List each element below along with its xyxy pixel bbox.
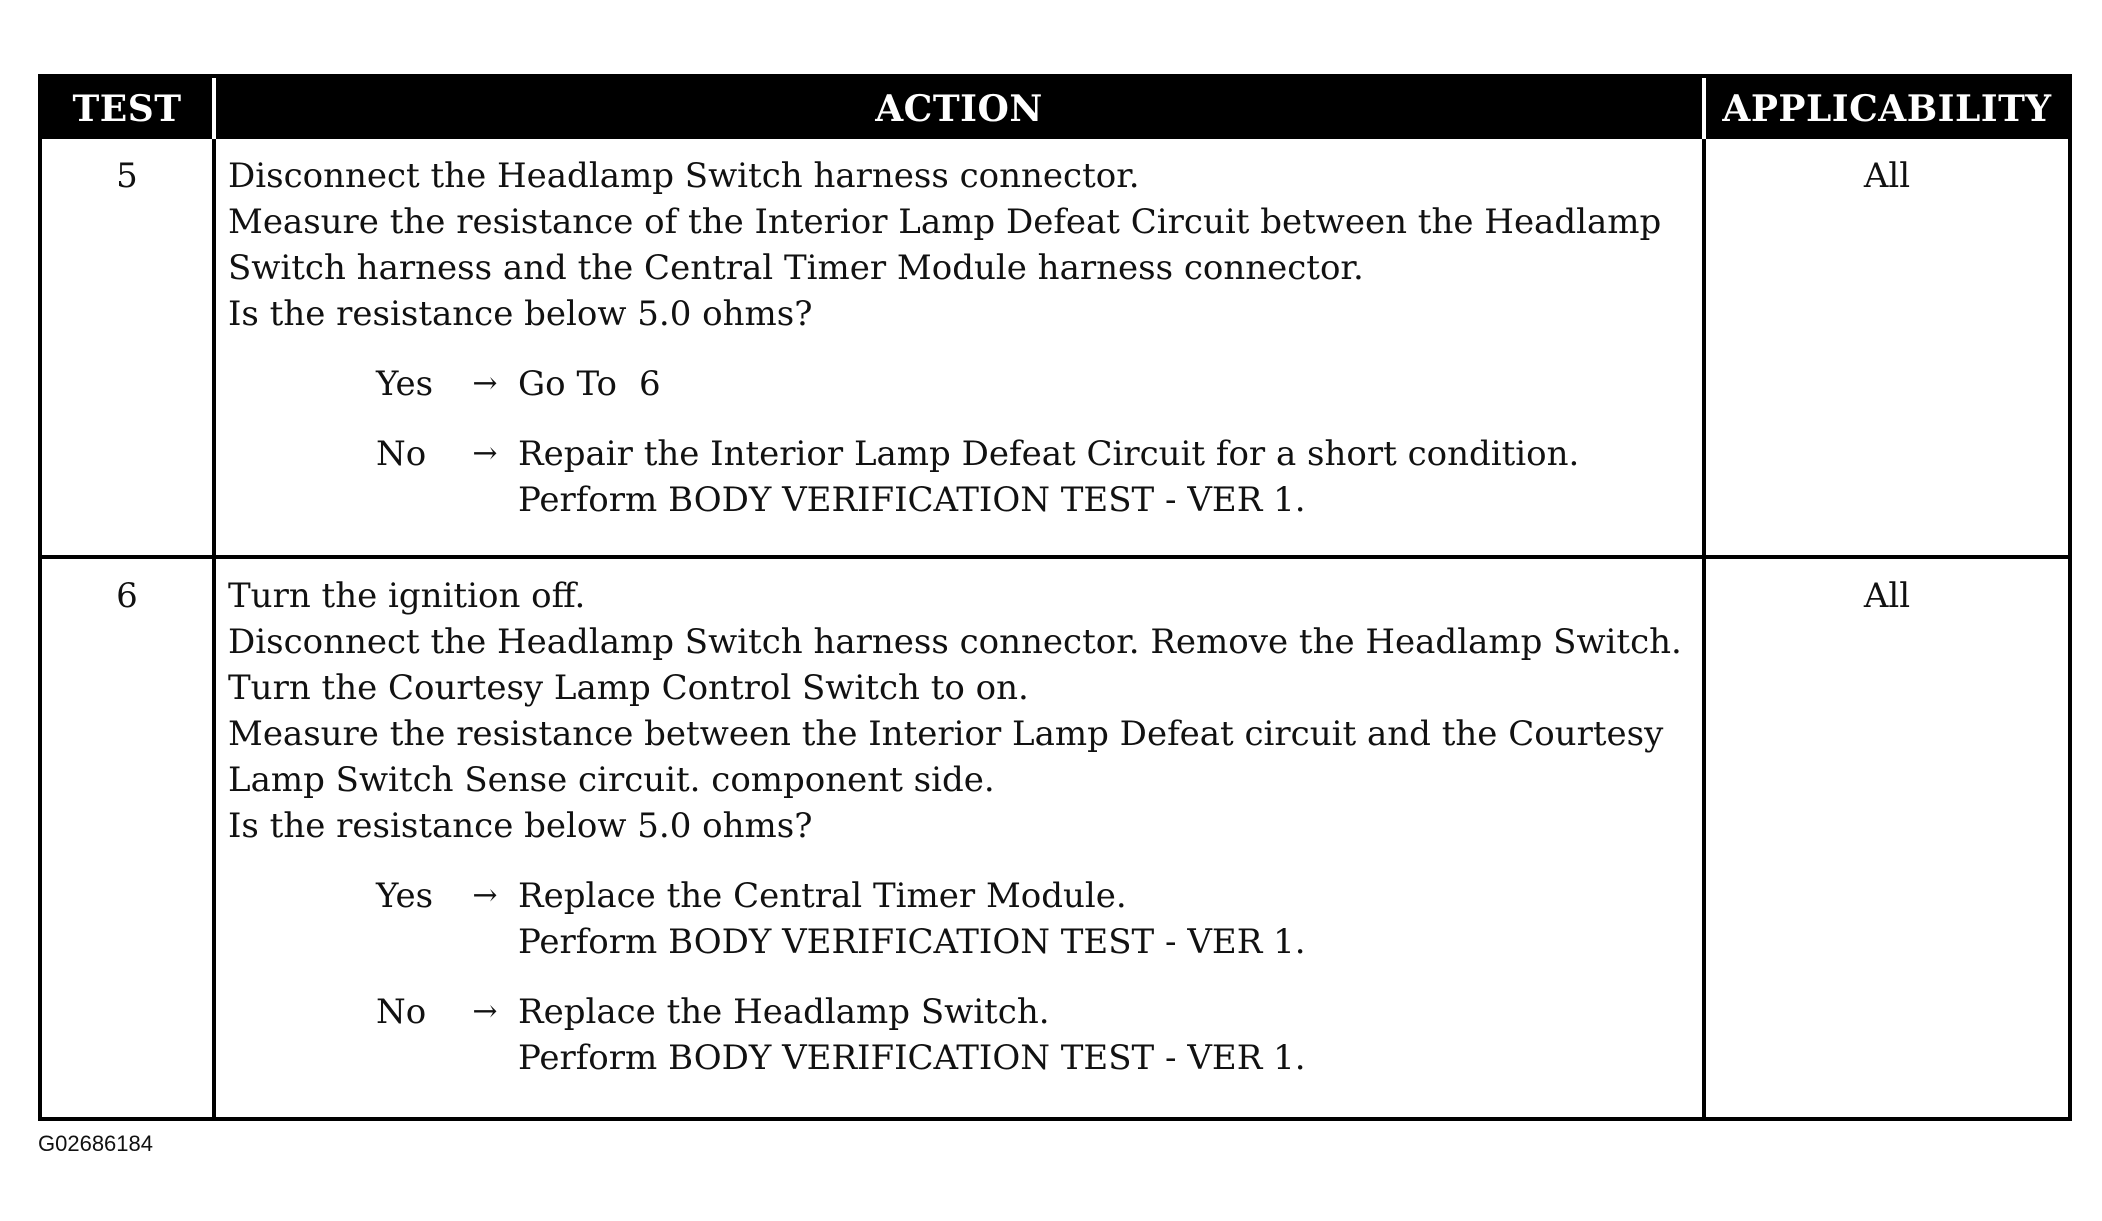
right-arrow-icon: → bbox=[472, 436, 498, 471]
action-line: Disconnect the Headlamp Switch harness connector. bbox=[228, 156, 1140, 196]
action-line: Lamp Switch Sense circuit. component side. bbox=[228, 760, 995, 800]
outcome-yes bbox=[228, 873, 1692, 965]
right-arrow-icon: → bbox=[472, 994, 498, 1029]
action-line: Turn the Courtesy Lamp Control Switch to on. bbox=[228, 668, 1029, 708]
test-number: 6 bbox=[42, 557, 214, 1117]
yes-label: Yes bbox=[376, 364, 434, 404]
table-row-test-6 bbox=[42, 557, 2068, 1117]
no-label: No bbox=[376, 992, 427, 1032]
action-cell bbox=[214, 139, 1704, 557]
header-applicability: APPLICABILITY bbox=[1704, 78, 2068, 139]
applicability-value: All bbox=[1704, 557, 2068, 1117]
yes-label: Yes bbox=[376, 876, 434, 916]
yes-result bbox=[518, 873, 1306, 965]
outcome-no bbox=[228, 431, 1692, 523]
right-arrow-icon: → bbox=[472, 366, 498, 401]
header-test: TEST bbox=[42, 78, 214, 139]
action-line: Is the resistance below 5.0 ohms? bbox=[228, 294, 813, 334]
yes-result-line: Replace the Central Timer Module. bbox=[518, 876, 1127, 916]
action-cell bbox=[214, 557, 1704, 1117]
no-result-line: Perform BODY VERIFICATION TEST - VER 1. bbox=[518, 1038, 1306, 1078]
table-header-row bbox=[42, 78, 2068, 139]
right-arrow-icon: → bbox=[472, 878, 498, 913]
no-result bbox=[518, 989, 1306, 1081]
table-row-test-5 bbox=[42, 139, 2068, 557]
no-result bbox=[518, 431, 1579, 523]
action-line: Disconnect the Headlamp Switch harness connector. Remove the Headlamp Switch. bbox=[228, 622, 1682, 662]
figure-id: G02686184 bbox=[38, 1131, 153, 1156]
action-line: Turn the ignition off. bbox=[228, 576, 586, 616]
action-line: Is the resistance below 5.0 ohms? bbox=[228, 806, 813, 846]
yes-result-line: Perform BODY VERIFICATION TEST - VER 1. bbox=[518, 922, 1306, 962]
test-table bbox=[42, 78, 2068, 1117]
applicability-value: All bbox=[1704, 139, 2068, 557]
no-label: No bbox=[376, 434, 427, 474]
yes-result bbox=[518, 361, 661, 407]
test-number: 5 bbox=[116, 156, 138, 196]
no-result-line: Repair the Interior Lamp Defeat Circuit for a short condition. bbox=[518, 434, 1580, 474]
no-result-line: Replace the Headlamp Switch. bbox=[518, 992, 1050, 1032]
action-line: Measure the resistance of the Interior Lamp Defeat Circuit between the Headlamp bbox=[228, 202, 1662, 242]
outcome-no bbox=[228, 989, 1692, 1081]
diagnostic-test-table bbox=[38, 74, 2072, 1121]
yes-result-line: Go To bbox=[518, 364, 617, 404]
no-result-line: Perform BODY VERIFICATION TEST - VER 1. bbox=[518, 480, 1306, 520]
action-line: Measure the resistance between the Interior Lamp Defeat circuit and the Courtesy bbox=[228, 714, 1664, 754]
yes-result-target: 6 bbox=[638, 364, 661, 404]
action-line: Switch harness and the Central Timer Module harness connector. bbox=[228, 248, 1364, 288]
outcome-yes bbox=[228, 361, 1692, 407]
header-action: ACTION bbox=[214, 78, 1704, 139]
